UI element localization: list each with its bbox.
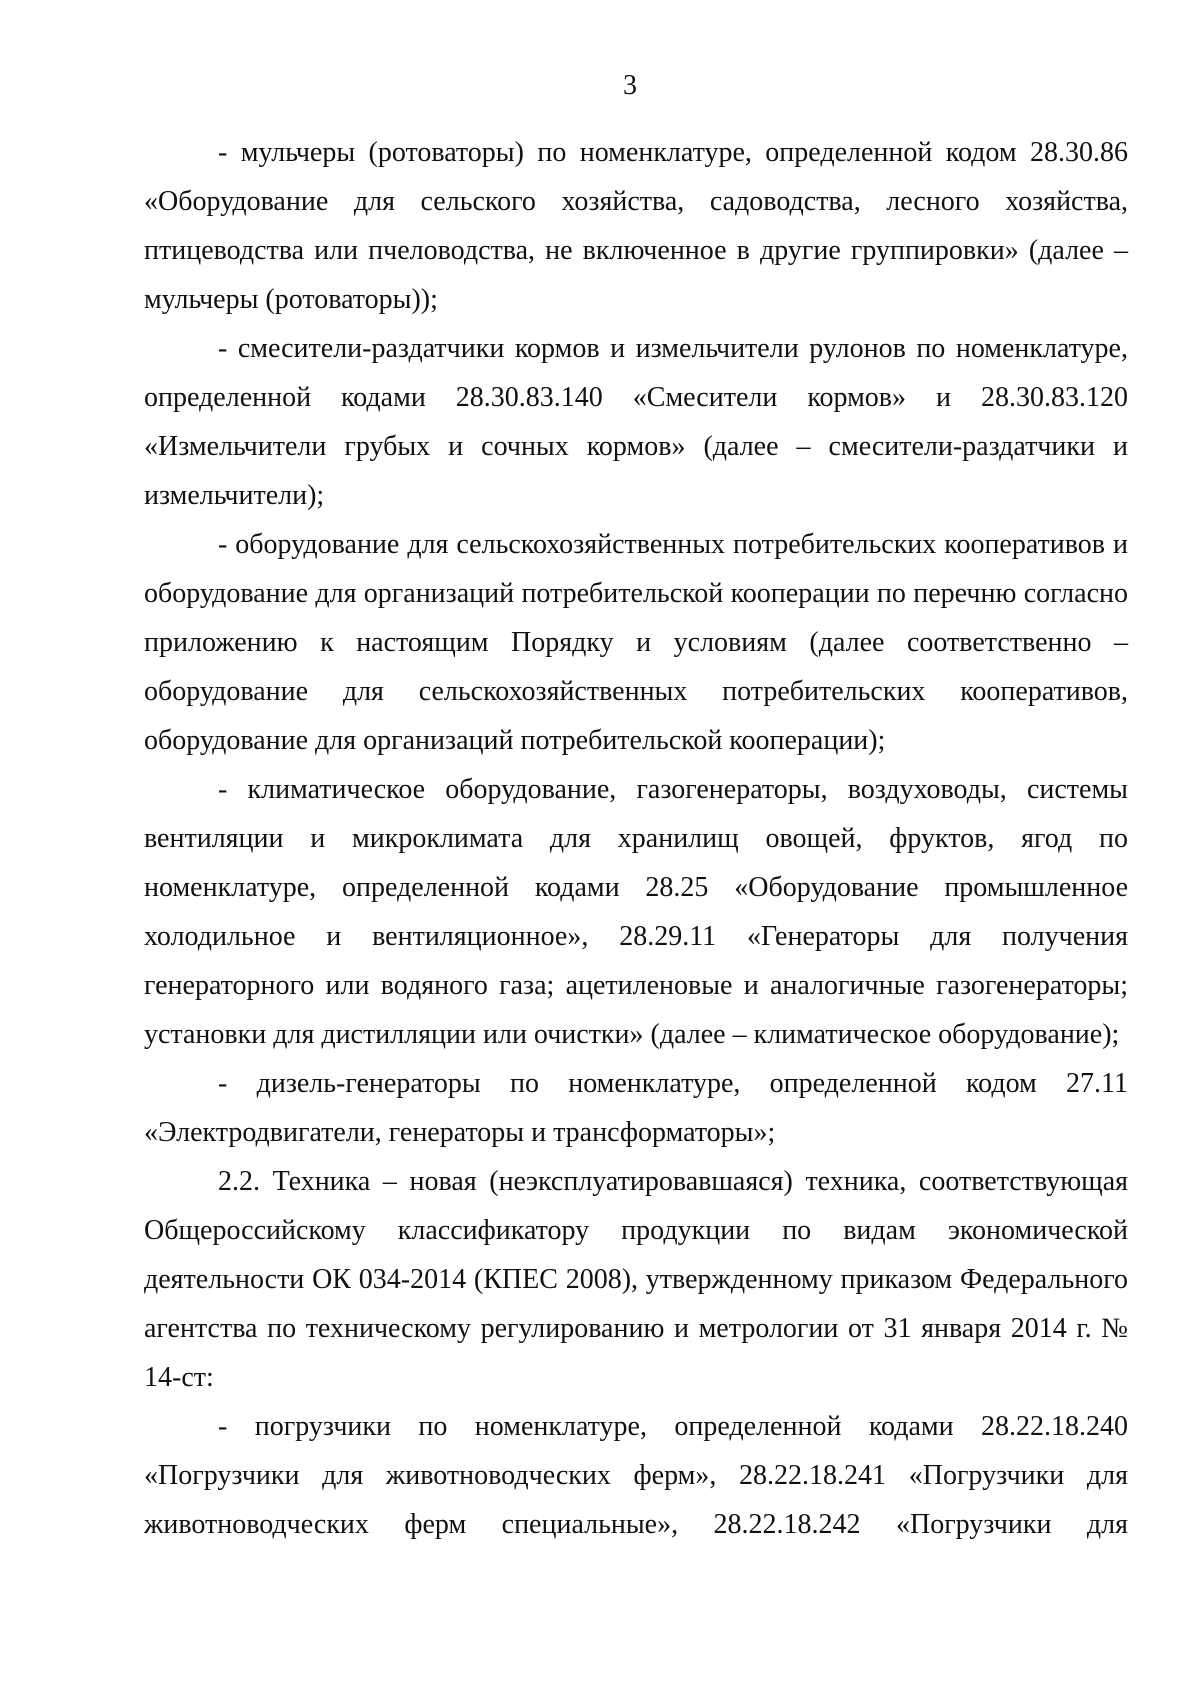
paragraph-mixers: - смесители-раздатчики кормов и измельчители рулонов по номенклатуре, определенной кодами 28.30.83.140 «Смесители кормов» и 28.30.83.120 «Измельчители грубых и сочных кормов» (далее – смесители-раздатчики и измельчители); [144, 333, 1128, 511]
paragraph-mulchers: - мульчеры (ротоваторы) по номенклатуре, определенной кодом 28.30.86 «Оборудование для сельского хозяйства, садоводства, лесного хозяйства, птицеводства или пчеловодства, не включенное в другие группировки» (далее – мульчеры (ротоваторы)); [144, 137, 1128, 315]
paragraph-climate-equipment: - климатическое оборудование, газогенераторы, воздуховоды, системы вентиляции и микроклимата для хранилищ овощей, фруктов, ягод по номенклатуре, определенной кодами 28.25 «Оборудование промышленное холодильное и вентиляционное», 28.29.11 «Генераторы для получения генераторного или водяного газа; ацетиленовые и аналогичные газогенераторы; установки для дистилляции или очистки» (далее – климатическое оборудование); [144, 774, 1128, 1050]
paragraph-cooperative-equipment: - оборудование для сельскохозяйственных потребительских кооперативов и оборудование для организаций потребительской кооперации по перечню согласно приложению к настоящим Порядку и условиям (далее соответственно – оборудование для сельскохозяйственных потребительских кооперативов, оборудование для организаций потребительской кооперации); [144, 529, 1128, 756]
document-body [144, 128, 1128, 1549]
page-number: 3 [623, 70, 637, 101]
paragraph-diesel-generators: - дизель-генераторы по номенклатуре, определенной кодом 27.11 «Электродвигатели, генераторы и трансформаторы»; [144, 1068, 1128, 1148]
paragraph-loaders: - погрузчики по номенклатуре, определенной кодами 28.22.18.240 «Погрузчики для животноводческих ферм», 28.22.18.241 «Погрузчики для животноводческих ферм специальные», 28.22.18.242 «Погрузчики для [144, 1411, 1128, 1540]
paragraph-section-2-2: 2.2. Техника – новая (неэксплуатировавшаяся) техника, соответствующая Общероссийскому классификатору продукции по видам экономической деятельности ОК 034-2014 (КПЕС 2008), утвержденному приказом Федерального агентства по техническому регулированию и метрологии от 31 января 2014 г. № 14-ст: [144, 1166, 1128, 1393]
